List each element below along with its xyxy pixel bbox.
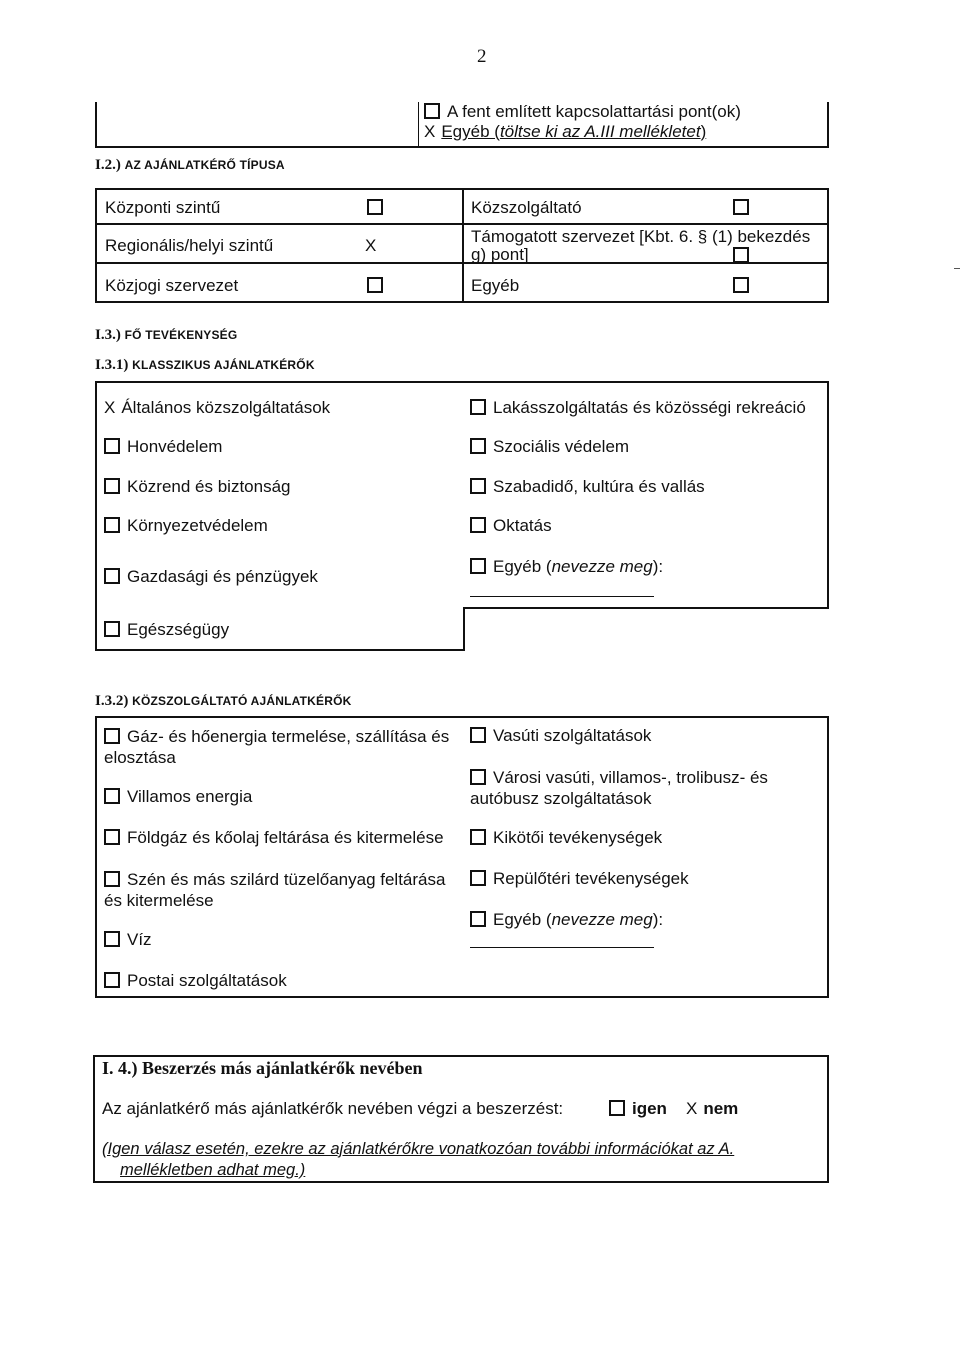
section-i31-title: KLASSZIKUS AJÁNLATKÉRŐK <box>132 358 315 372</box>
top-box-option-contact[interactable]: A fent említett kapcsolattartási pont(ok) <box>424 102 741 122</box>
type-other-label: Egyéb <box>471 276 520 295</box>
top-box-bottom-border <box>95 146 829 148</box>
type-regional-mark[interactable]: X <box>365 236 377 255</box>
checkbox-icon[interactable] <box>609 1100 625 1116</box>
utility-electricity[interactable]: Villamos energia <box>104 787 252 807</box>
utility-oil-gas-extraction[interactable]: Földgáz és kőolaj feltárása és kitermelése <box>104 828 444 848</box>
utility-airport[interactable]: Repülőtéri tevékenységek <box>470 869 689 889</box>
section-i3-heading: I.3.) FŐ TEVÉKENYSÉG <box>95 327 238 343</box>
checkbox-icon[interactable] <box>104 972 120 988</box>
classic-environment[interactable]: Környezetvédelem <box>104 516 268 536</box>
classic-box-top <box>95 381 829 383</box>
page-edge-mark <box>954 268 960 269</box>
checkbox-icon[interactable] <box>104 728 120 744</box>
classic-box-step-vertical <box>463 607 465 651</box>
utility-coal-extraction[interactable]: Szén és más szilárd tüzelőanyag feltárása és kitermelése <box>104 870 446 910</box>
checkbox-icon[interactable] <box>733 199 749 215</box>
top-box-right-border <box>827 102 829 148</box>
classic-health[interactable]: Egészségügy <box>104 620 229 640</box>
authority-type-table <box>95 188 829 303</box>
checkbox-icon[interactable] <box>733 277 749 293</box>
checkbox-icon[interactable] <box>104 438 120 454</box>
utility-postal[interactable]: Postai szolgáltatások <box>104 971 287 991</box>
type-regional-label: Regionális/helyi szintű <box>105 236 274 255</box>
type-public-law-label: Közjogi szervezet <box>105 276 239 295</box>
section-i3-title: FŐ TEVÉKENYSÉG <box>124 328 238 342</box>
checkbox-icon[interactable] <box>104 621 120 637</box>
table-column-divider <box>462 190 464 301</box>
classic-housing[interactable]: Lakásszolgáltatás és közösségi rekreáció <box>470 398 806 418</box>
utility-box-bottom <box>95 996 829 998</box>
utility-water[interactable]: Víz <box>104 930 152 950</box>
section-i31-heading: I.3.1) KLASSZIKUS AJÁNLATKÉRŐK <box>95 357 315 373</box>
type-public-service-label: Közszolgáltató <box>471 198 582 217</box>
x-mark: X <box>104 398 116 417</box>
section-i4-note-line2: mellékletben adhat meg.) <box>120 1161 306 1179</box>
checkbox-icon[interactable] <box>470 829 486 845</box>
checkbox-icon[interactable] <box>733 247 749 263</box>
checkbox-icon[interactable] <box>470 870 486 886</box>
utility-box-top <box>95 716 829 718</box>
section-i2-title: AZ AJÁNLATKÉRŐ TÍPUSA <box>124 158 285 172</box>
section-i32-title: KÖZSZOLGÁLTATÓ AJÁNLATKÉRŐK <box>132 694 352 708</box>
utility-other[interactable]: Egyéb (nevezze meg): <box>470 910 663 930</box>
checkbox-icon[interactable] <box>424 103 440 119</box>
table-row-divider <box>97 223 827 225</box>
checkbox-icon[interactable] <box>470 438 486 454</box>
section-i4-note-line1: (Igen válasz esetén, ezekre az ajánlatkérőkre vonatkozóan további információkat az A. <box>102 1140 735 1158</box>
classic-box-right <box>827 381 829 609</box>
checkbox-icon[interactable] <box>470 727 486 743</box>
section-i4-heading: I. 4.) Beszerzés más ajánlatkérők nevében <box>102 1058 423 1078</box>
classic-social-protection[interactable]: Szociális védelem <box>470 437 629 457</box>
utility-box-left <box>95 716 97 998</box>
type-central-checkbox[interactable] <box>367 198 390 218</box>
checkbox-icon[interactable] <box>104 829 120 845</box>
checkbox-icon[interactable] <box>470 478 486 494</box>
classic-general-services[interactable]: X Általános közszolgáltatások <box>104 398 331 417</box>
section-i4-yes-option[interactable]: igen <box>609 1099 667 1119</box>
utility-port[interactable]: Kikötői tevékenységek <box>470 828 662 848</box>
utility-railway[interactable]: Vasúti szolgáltatások <box>470 726 651 746</box>
classic-economic-financial[interactable]: Gazdasági és pénzügyek <box>104 567 318 587</box>
checkbox-icon[interactable] <box>104 931 120 947</box>
section-i32-heading: I.3.2) KÖZSZOLGÁLTATÓ AJÁNLATKÉRŐK <box>95 693 352 709</box>
checkbox-icon[interactable] <box>470 399 486 415</box>
x-mark: X <box>686 1099 698 1118</box>
section-i4-question: Az ajánlatkérő más ajánlatkérők nevében végzi a beszerzést: <box>102 1099 564 1118</box>
classic-defence[interactable]: Honvédelem <box>104 437 222 457</box>
classic-box-left <box>95 381 97 651</box>
utility-gas-heat[interactable]: Gáz- és hőenergia termelése, szállítása és elosztása <box>104 727 450 767</box>
checkbox-icon[interactable] <box>367 199 383 215</box>
checkbox-icon[interactable] <box>104 568 120 584</box>
utility-box-right <box>827 716 829 998</box>
classic-education[interactable]: Oktatás <box>470 516 552 536</box>
checkbox-icon[interactable] <box>470 769 486 785</box>
top-box-divider <box>418 102 419 146</box>
checkbox-icon[interactable] <box>104 788 120 804</box>
checkbox-icon[interactable] <box>104 478 120 494</box>
utility-other-blank-line[interactable] <box>470 947 654 948</box>
classic-recreation[interactable]: Szabadidő, kultúra és vallás <box>470 477 705 497</box>
section-i2-heading: I.2.) AZ AJÁNLATKÉRŐ TÍPUSA <box>95 157 285 173</box>
type-public-service-checkbox[interactable] <box>733 198 756 218</box>
type-public-law-checkbox[interactable] <box>367 276 390 296</box>
section-i4-no-option[interactable]: X nem <box>686 1099 739 1118</box>
utility-urban-transport[interactable]: Városi vasúti, villamos-, trolibusz- és autóbusz szolgáltatások <box>470 768 768 808</box>
classic-box-bottom <box>95 649 465 651</box>
checkbox-icon[interactable] <box>470 558 486 574</box>
top-box-left-border <box>95 102 97 148</box>
checkbox-icon[interactable] <box>470 517 486 533</box>
checkbox-icon[interactable] <box>470 911 486 927</box>
x-mark: X <box>424 122 436 141</box>
type-supported-org-checkbox[interactable] <box>733 246 756 266</box>
checkbox-icon[interactable] <box>367 277 383 293</box>
classic-public-order[interactable]: Közrend és biztonság <box>104 477 291 497</box>
type-central-label: Központi szintű <box>105 198 221 217</box>
type-other-checkbox[interactable] <box>733 276 756 296</box>
checkbox-icon[interactable] <box>104 517 120 533</box>
type-supported-org-label: Támogatott szervezet [Kbt. 6. § (1) bekezdés g) pont] <box>471 227 811 264</box>
checkbox-icon[interactable] <box>104 871 120 887</box>
top-box-option-other[interactable]: X Egyéb (töltse ki az A.III mellékletet) <box>424 122 707 141</box>
classic-other-blank-line[interactable] <box>470 596 654 597</box>
page-number: 2 <box>477 46 487 67</box>
classic-box-step <box>463 607 829 609</box>
classic-other[interactable]: Egyéb (nevezze meg): <box>470 557 663 577</box>
